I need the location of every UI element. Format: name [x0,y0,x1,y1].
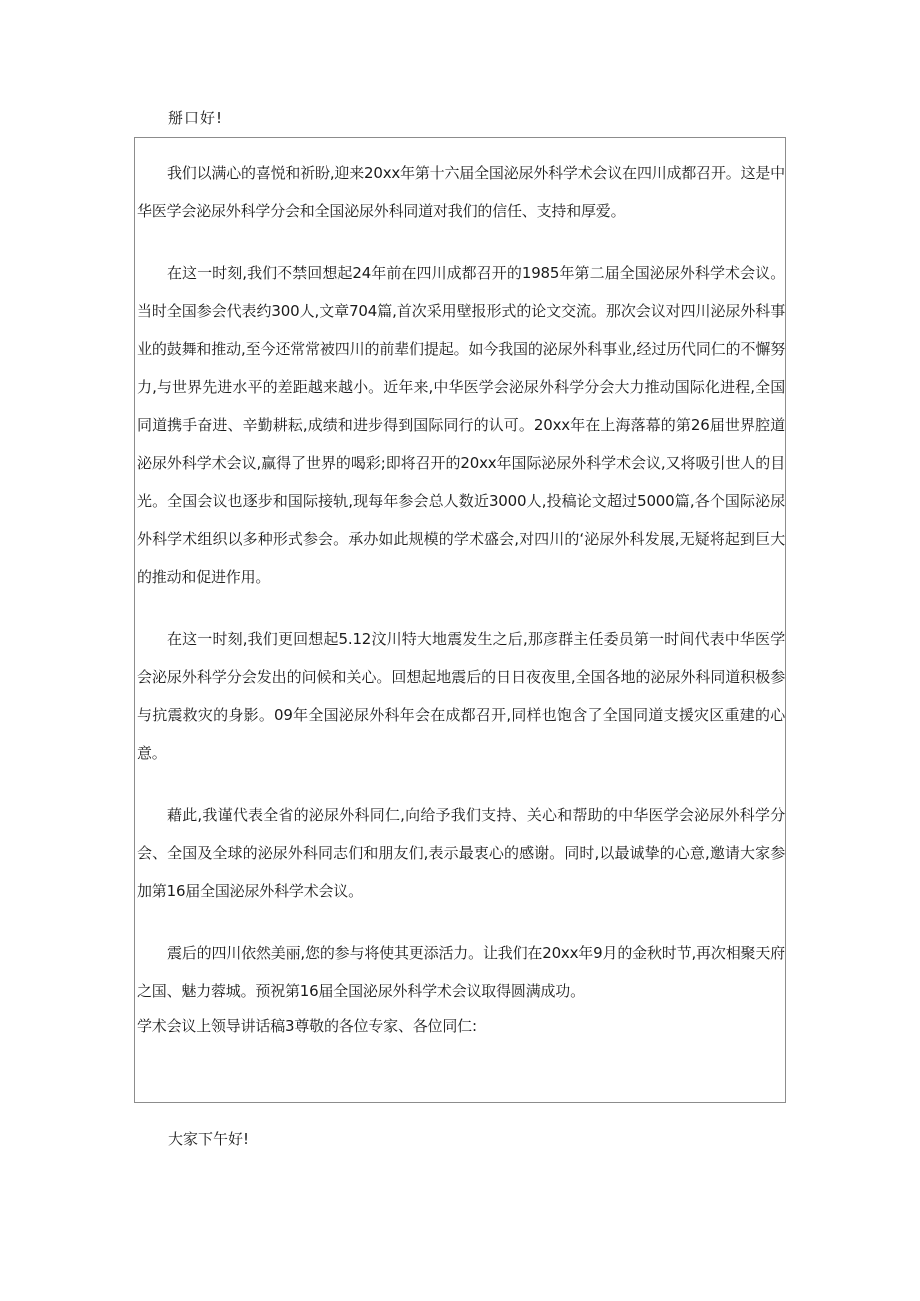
greeting-top: 掰口好! [168,109,224,127]
speech-content [137,154,785,1042]
greeting-bottom: 大家下午好! [168,1130,250,1148]
paragraph-earthquake: 在这一时刻,我们更回想起5.12汶川特大地震发生之后,那彦群主任委员第一时间代表中华医学会泌尿外科学分会发出的问候和关心。回想起地震后的日日夜夜里,全国各地的泌尿外科同道积极参与抗震救灾的身影。09年全国泌尿外科年会在成都召开,同样也饱含了全国同道支援灾区重建的心意。 [137,630,785,762]
speech-text-box [134,137,786,1103]
paragraph-thanks: 藉此,我谨代表全省的泌尿外科同仁,向给予我们支持、关心和帮助的中华医学会泌尿外科学分会、全国及全球的泌尿外科同志们和朋友们,表示最衷心的感谢。同时,以最诚挚的心意,邀请大家参加第16届全国泌尿外科学术会议。 [137,806,785,900]
paragraph-welcome: 我们以满心的喜悦和祈盼,迎来20xx年第十六届全国泌尿外科学术会议在四川成都召开。这是中华医学会泌尿外科学分会和全国泌尿外科同道对我们的信任、支持和厚爱。 [137,164,785,220]
paragraph-invitation: 震后的四川依然美丽,您的参与将使其更添活力。让我们在20xx年9月的金秋时节,再次相聚天府之国、魅力蓉城。预祝第16届全国泌尿外科学术会议取得圆满成功。 [137,944,785,1000]
closing-line: 学术会议上领导讲话稿3尊敬的各位专家、各位同仁: [137,1017,477,1035]
paragraph-history: 在这一时刻,我们不禁回想起24年前在四川成都召开的1985年第二届全国泌尿外科学术会议。当时全国参会代表约300人,文章704篇,首次采用壁报形式的论文交流。那次会议对四川泌尿外科事业的鼓舞和推动,至今还常常被四川的前辈们提起。如今我国的泌尿外科事业,经过历代同仁的不懈努力,与世界先进水平的差距越来越小。近年来,中华医学会泌尿外科学分会大力推动国际化进程,全国同道携手奋进、辛勤耕耘,成绩和进步得到国际同行的认可。20xx年在上海落幕的第26届世界腔道泌尿外科学术会议,赢得了世界的喝彩;即将召开的20xx年国际泌尿外科学术会议,又将吸引世人的目光。全国会议也逐步和国际接轨,现每年参会总人数近3000人,投稿论文超过5000篇,各个国际泌尿外科学术组织以多种形式参会。承办如此规模的学术盛会,对四川的‘泌尿外科发展,无疑将起到巨大的推动和促进作用。 [137,264,785,586]
